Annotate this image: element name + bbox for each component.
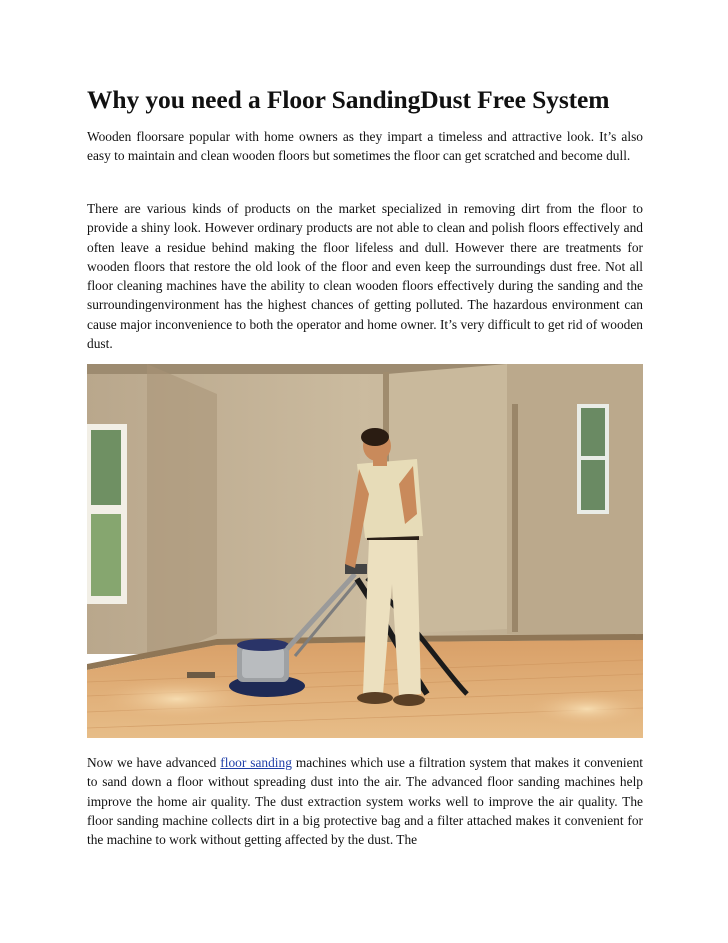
- floor-sanding-photo: [87, 364, 643, 738]
- paragraph3-lead: Now we have advanced: [87, 755, 221, 770]
- paragraph-intro: Wooden floorsare popular with home owners as they impart a timeless and attractive look. It’s also easy to maintain and clean wooden floors but sometimes the floor can get scratched and become dull.: [87, 129, 643, 164]
- paragraph-advanced-machines: [87, 753, 643, 849]
- paragraph3-rest: machines which use a filtration system that makes it convenient to sand down a floor without spreading dust into the air. The advanced floor sanding machines help improve the home air quality. The dust extraction system works well to improve the air quality. The floor sanding machine collects dirt in a big protective bag and a filter attached makes it convenient for the machine to work without getting affected by the dust. The: [87, 755, 644, 848]
- page-title: Why you need a Floor SandingDust Free System: [87, 85, 610, 114]
- floor-sanding-link[interactable]: floor sanding: [220, 755, 292, 770]
- paragraph-products: There are various kinds of products on the market specialized in removing dirt from the floor to provide a shiny look. However ordinary products are not able to clean and polish floors effectively and often leave a residue behind making the floor lifeless and dull. However there are treatments for wooden floors that restore the old look of the floor and even keep the surroundings dust free. Not all floor cleaning machines have the ability to clean wooden floors effectively during the sanding and the surroundingenvironment has the highest chances of getting polluted. The hazardous environment can cause major inconvenience to both the operator and home owner. It’s very difficult to get rid of wooden dust.: [87, 201, 643, 352]
